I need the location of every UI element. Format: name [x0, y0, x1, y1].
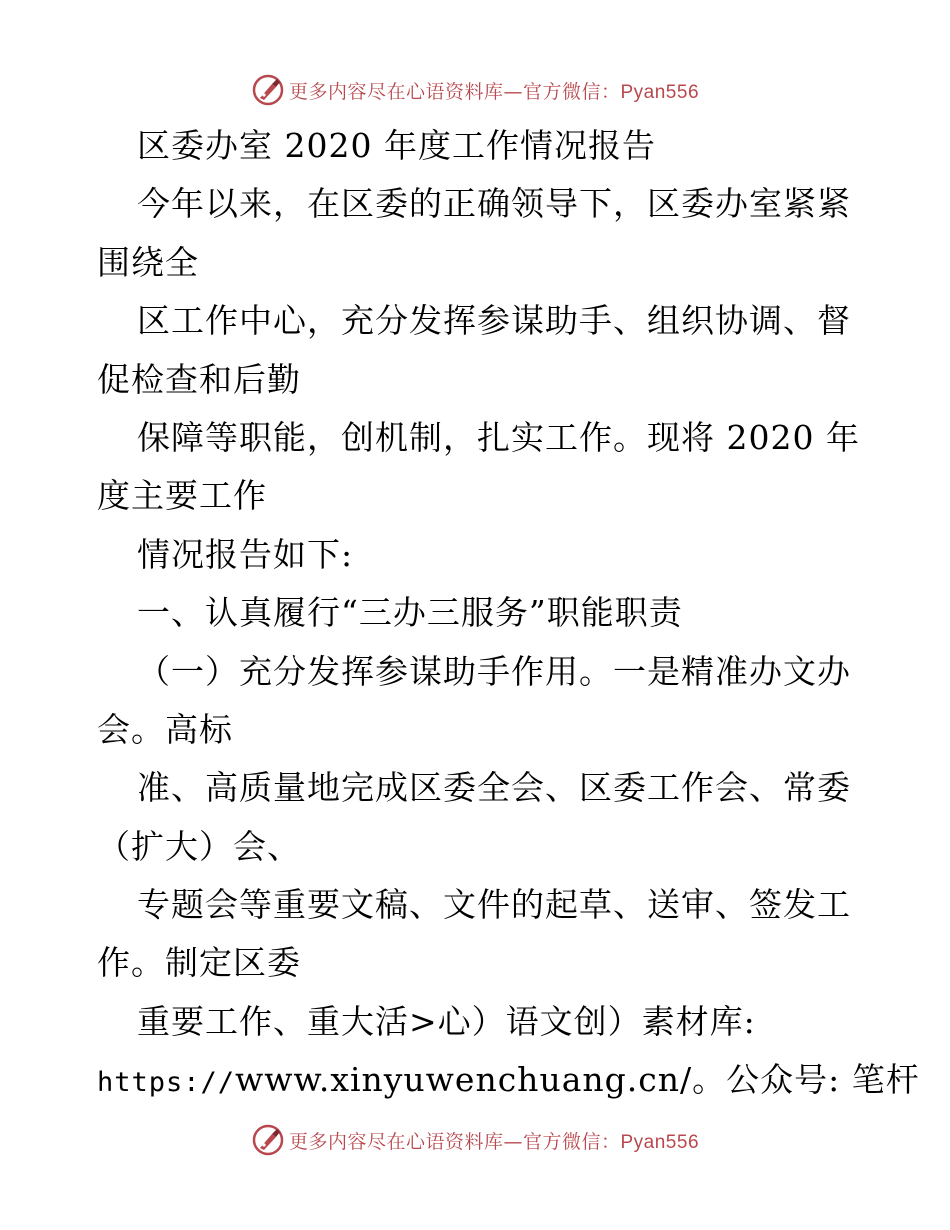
pen-nib-logo-icon — [251, 73, 285, 107]
url-text: https:// — [97, 1067, 236, 1099]
paragraph-line: 专题会等重要文稿、文件的起草、送审、签发工 — [137, 885, 851, 925]
paragraph-line: 今年以来，在区委的正确领导下，区委办室紧紧 — [137, 184, 851, 224]
paragraph-line: 围绕全 — [97, 242, 199, 282]
pen-nib-logo-icon — [251, 1123, 285, 1157]
watermark-text: 更多内容尽在心语资料库—官方微信：Pyan556 — [288, 1130, 700, 1153]
document-body — [97, 117, 920, 1110]
paragraph-line: 区工作中心，充分发挥参谋助手、组织协调、督 — [137, 301, 851, 341]
paragraph-line: 准、高质量地完成区委全会、区委工作会、常委 — [137, 768, 851, 808]
paragraph-line: 作。制定区委 — [97, 943, 301, 983]
watermark-banner-top — [0, 70, 950, 110]
paragraph-line: 保障等职能，创机制，扎实工作。现将 2020 年 — [137, 417, 860, 457]
paragraph-line: 会。高标 — [97, 709, 233, 749]
paragraph-line: （扩大）会、 — [97, 826, 301, 866]
paragraph-line: 重要工作、重大活>心）语文创）素材库: — [137, 1001, 756, 1041]
watermark-text: 更多内容尽在心语资料库—官方微信：Pyan556 — [288, 80, 700, 103]
paragraph-line: 情况报告如下: — [137, 534, 354, 574]
document-title: 区委办室 2020 年度工作情况报告 — [137, 126, 656, 165]
paragraph-line: 度主要工作 — [97, 476, 267, 516]
paragraph-line: （一）充分发挥参谋助手作用。一是精准办文办 — [137, 651, 851, 691]
url-line — [97, 1051, 920, 1109]
paragraph-line: 促检查和后勤 — [97, 359, 301, 399]
watermark-banner-bottom — [0, 1120, 950, 1160]
section-heading: 一、认真履行“三办三服务”职能职责 — [137, 593, 683, 633]
url-line-tail: www.xinyuwenchuang.cn/。公众号: 笔杆 — [235, 1060, 920, 1100]
